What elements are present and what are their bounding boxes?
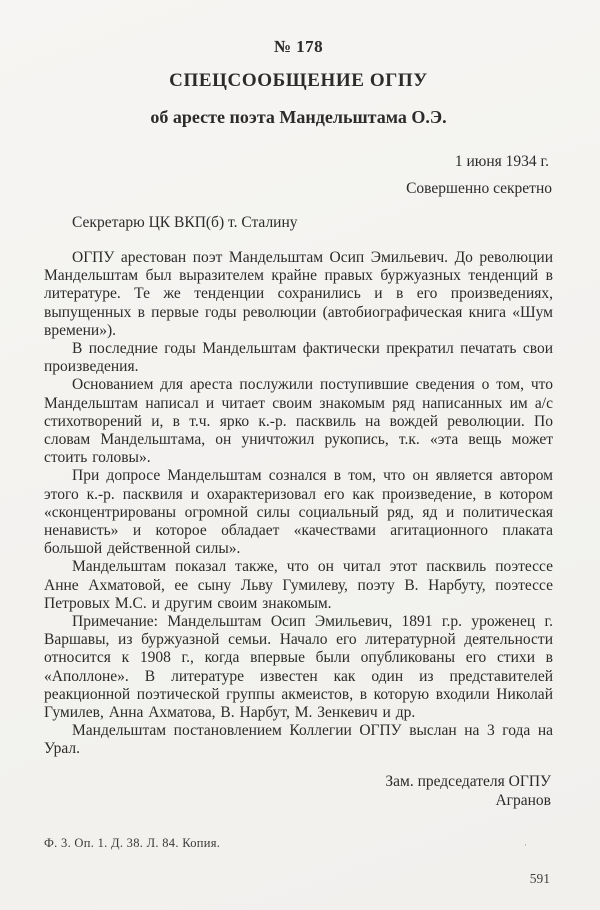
document-title-sub: об аресте поэта Мандельштама О.Э. [150, 107, 447, 127]
document-number: № 178 [273, 37, 324, 56]
document-title-main: СПЕЦСООБЩЕНИЕ ОГПУ [169, 70, 428, 91]
archive-reference: Ф. 3. Оп. 1. Д. 38. Л. 84. Копия. [44, 835, 221, 850]
classification-stamp: Совершенно секретно [406, 180, 552, 197]
document-body [44, 249, 553, 759]
document-date: 1 июня 1934 г. [454, 153, 549, 170]
body-paragraph-4: При допросе Мандельштам сознался в том, что он является автором этого к.-р. пасквиля и охарактеризовал его как произведение, в котором «сконцентрированы огромной силы социальный ряд, яд и политическая ненависть» и которое обладает «качествами агитационного плаката большой действенной силы». [44, 467, 553, 558]
page-number: 591 [529, 871, 550, 886]
addressee-line: Секретарю ЦК ВКП(б) т. Сталину [72, 214, 298, 231]
signer-position: Зам. председателя ОГПУ [385, 772, 551, 790]
body-paragraph-3: Основанием для ареста послужили поступившие сведения о том, что Мандельштам написал и читает своим знакомым ряд написанных им а/с стихотворений и, в т.ч. ярко к.-р. пасквиль на вождей революции. По словам Мандельштама, он уничтожил рукопись, т.к. «эта вещь может стоить головы». [44, 376, 553, 467]
signature-block [44, 772, 553, 810]
body-paragraph-6: Примечание: Мандельштам Осип Эмильевич, 1891 г.р. уроженец г. Варшавы, из буржуазной семьи. Начало его литературной деятельности относится к 1908 г., когда впервые были опубликованы его стихи в «Аполлоне». В литературе известен как один из представителей реакционной поэтической группы акмеистов, в которую входили Николай Гумилев, Анна Ахматова, В. Нарбут, М. Зенкевич и др. [44, 613, 553, 722]
body-paragraph-2: В последние годы Мандельштам фактически прекратил печатать свои произведения. [44, 340, 553, 376]
body-paragraph-5: Мандельштам показал также, что он читал этот пасквиль поэтессе Анне Ахматовой, ее сыну Льву Гумилеву, поэту В. Нарбуту, поэтессе Петровых М.С. и другим своим знакомым. [44, 558, 553, 612]
body-paragraph-1: ОГПУ арестован поэт Мандельштам Осип Эмильевич. До революции Мандельштам был выразителем крайне правых буржуазных тенденций в литературе. Те же тенденции сохранились и в его произведениях, выпущенных в первые годы революции (автобиографическая книга «Шум времени»). [44, 249, 553, 339]
scan-artifact-speck: · [524, 840, 527, 850]
body-paragraph-7: Мандельштам постановлением Коллегии ОГПУ выслан на 3 года на Урал. [44, 722, 553, 758]
signer-name: Агранов [495, 791, 551, 809]
